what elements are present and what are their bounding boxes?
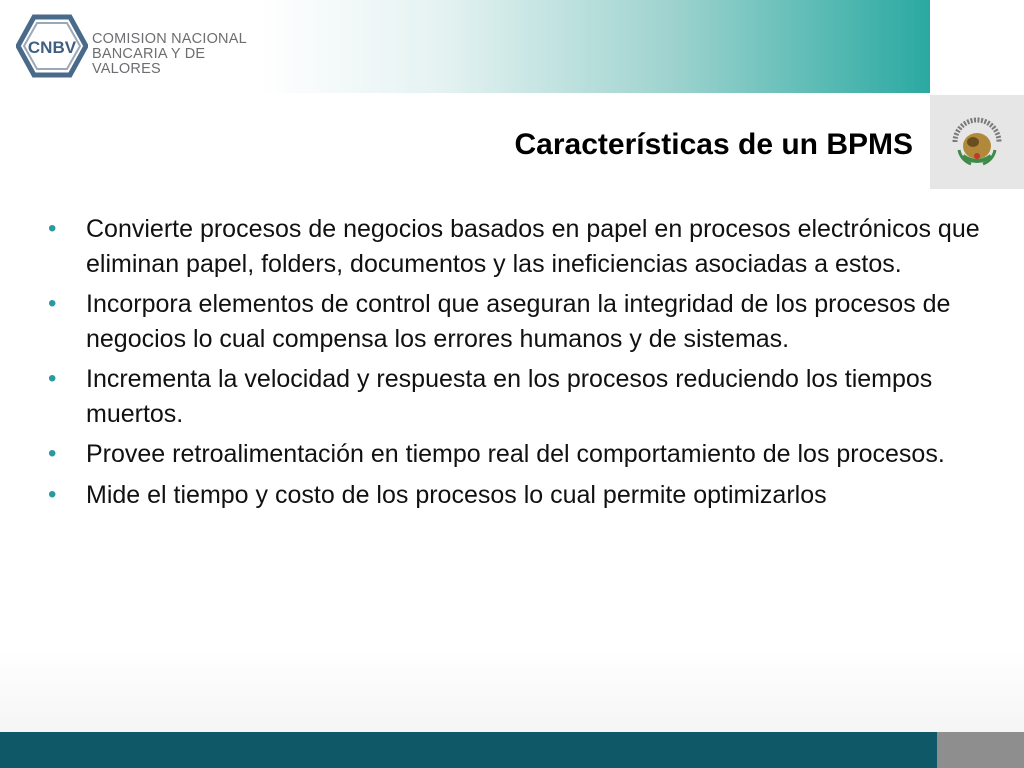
bullet-item xyxy=(48,478,1008,513)
mexico-coat-of-arms-icon xyxy=(947,112,1007,172)
cnbv-hexagon-icon xyxy=(16,14,88,78)
bullet-text: Incrementa la velocidad y respuesta en los procesos reduciendo los tiempos muertos. xyxy=(86,365,933,428)
seal-box xyxy=(930,95,1024,189)
bottom-fade xyxy=(0,650,1024,732)
bullet-text: Provee retroalimentación en tiempo real del comportamiento de los procesos. xyxy=(86,440,945,468)
bullet-mark: • xyxy=(48,440,57,467)
footer-gray-block xyxy=(937,732,1024,768)
logo-line2: BANCARIA Y DE VALORES xyxy=(92,46,206,77)
cnbv-logo xyxy=(16,14,266,78)
bullet-mark: • xyxy=(48,290,57,317)
bullet-list xyxy=(48,212,1008,518)
bullet-text: Mide el tiempo y costo de los procesos lo cual permite optimizarlos xyxy=(86,480,827,509)
logo-line1: COMISION NACIONAL xyxy=(92,31,247,47)
bullet-item xyxy=(48,287,1008,356)
bullet-mark: • xyxy=(48,480,57,508)
bullet-item xyxy=(48,437,1008,472)
footer-bar xyxy=(0,732,937,768)
logo-abbr: CNBV xyxy=(27,38,77,57)
bullet-mark: • xyxy=(48,215,57,242)
bullet-text: Incorpora elementos de control que aseguran la integridad de los procesos de negocios lo cual compensa los errores humanos y de sistemas. xyxy=(86,290,951,353)
logo-text xyxy=(92,32,266,77)
bullet-item xyxy=(48,362,1008,431)
bullet-text: Convierte procesos de negocios basados en papel en procesos electrónicos que eliminan papel, folders, documentos y las ineficiencias asociadas a estos. xyxy=(86,215,980,278)
bullet-mark: • xyxy=(48,365,57,392)
bullet-item xyxy=(48,212,1008,281)
slide-title: Características de un BPMS xyxy=(514,128,913,161)
